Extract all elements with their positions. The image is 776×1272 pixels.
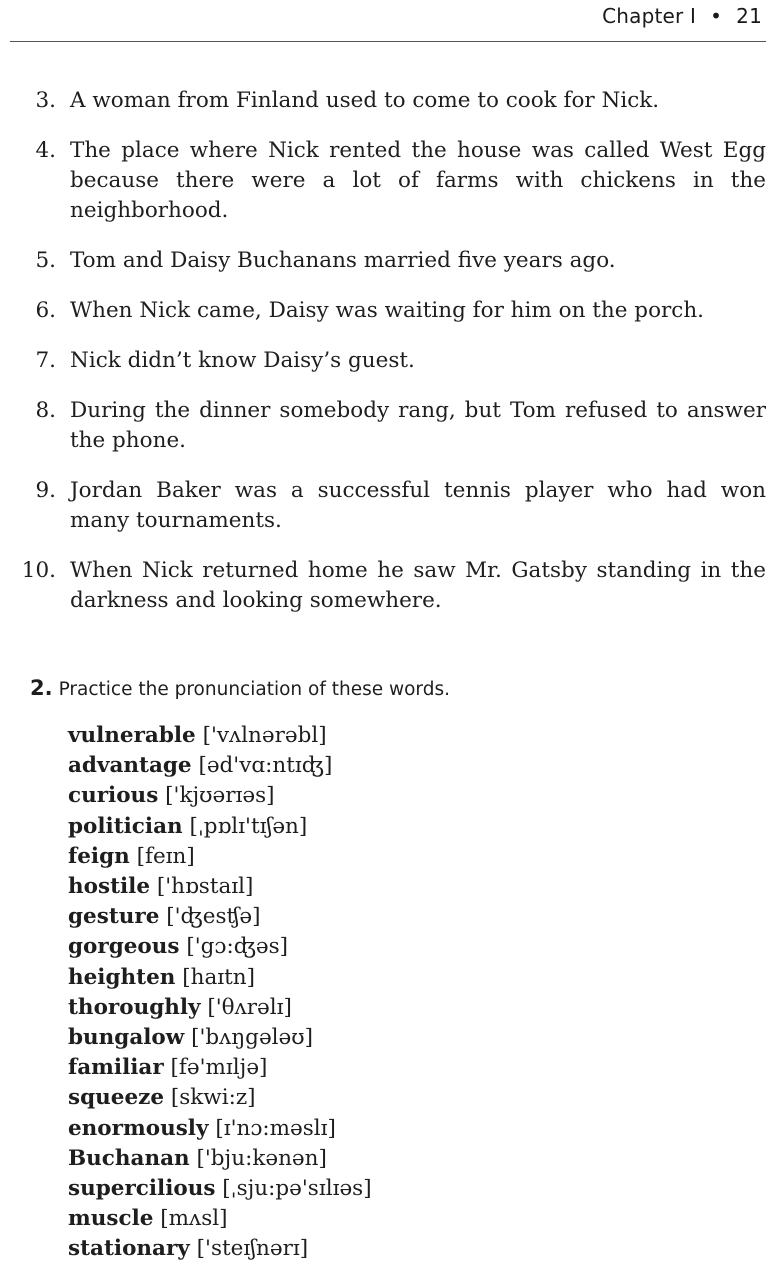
word-entry xyxy=(68,1174,372,1204)
item-text: The place where Nick rented the house was called West Egg because there were a lot of farms with chickens in the neighborhood. xyxy=(70,138,766,223)
word-entry xyxy=(68,751,372,781)
word-entry xyxy=(68,1144,372,1174)
headword: advantage xyxy=(68,753,192,779)
exercise-instruction: Practice the pronunciation of these words. xyxy=(58,679,450,700)
page-number: 21 xyxy=(736,4,762,28)
headword: familiar xyxy=(68,1055,164,1081)
word-entry xyxy=(68,902,372,932)
headword: politician xyxy=(68,813,183,839)
item-text: A woman from Finland used to come to cook for Nick. xyxy=(70,88,660,113)
transcription: [skwi:z] xyxy=(170,1085,256,1111)
word-entry xyxy=(68,1023,372,1053)
transcription: ['bju:kənən] xyxy=(196,1145,327,1171)
headword: gorgeous xyxy=(68,934,180,960)
exercise-heading xyxy=(30,676,450,700)
word-entry xyxy=(68,1234,372,1264)
item-number: 9. xyxy=(35,478,56,503)
item-number: 10. xyxy=(21,558,56,583)
headword: thoroughly xyxy=(68,994,201,1020)
list-item xyxy=(0,86,770,116)
statement-list xyxy=(0,86,770,636)
word-entry xyxy=(68,842,372,872)
list-item xyxy=(0,246,770,276)
list-item xyxy=(0,296,770,326)
headword: squeeze xyxy=(68,1085,165,1111)
chapter-title: Chapter I xyxy=(602,4,697,28)
transcription: ['ʤesʧə] xyxy=(166,904,261,930)
transcription: ['hɒstaɪl] xyxy=(156,874,254,900)
header-rule xyxy=(10,41,766,42)
list-item xyxy=(0,346,770,376)
item-text: When Nick came, Daisy was waiting for him on the porch. xyxy=(70,298,705,323)
transcription: ['steɪʃnərɪ] xyxy=(196,1236,309,1262)
item-number: 8. xyxy=(35,398,56,423)
exercise-number: 2. xyxy=(30,676,53,700)
headword: stationary xyxy=(68,1236,190,1262)
item-number: 7. xyxy=(35,348,56,373)
page-header xyxy=(602,4,762,28)
item-number: 5. xyxy=(35,248,56,273)
list-item xyxy=(0,136,770,226)
headword: supercilious xyxy=(68,1176,216,1202)
headword: Buchanan xyxy=(68,1145,190,1171)
headword: bungalow xyxy=(68,1025,185,1051)
headword: hostile xyxy=(68,874,151,900)
transcription: [ˌpɒlɪ'tɪʃən] xyxy=(189,813,308,839)
word-entry xyxy=(68,721,372,751)
transcription: [mʌsl] xyxy=(160,1206,228,1232)
list-item xyxy=(0,556,770,616)
transcription: [fə'mɪljə] xyxy=(170,1055,268,1081)
word-entry xyxy=(68,993,372,1023)
transcription: ['θʌrəlɪ] xyxy=(207,994,292,1020)
headword: muscle xyxy=(68,1206,154,1232)
headword: enormously xyxy=(68,1115,209,1141)
headword: gesture xyxy=(68,904,160,930)
transcription: ['kjʊərɪəs] xyxy=(165,783,275,809)
word-list xyxy=(68,721,372,1265)
word-entry xyxy=(68,872,372,902)
item-text: When Nick returned home he saw Mr. Gatsby standing in the darkness and looking somewhere. xyxy=(70,558,766,613)
list-item xyxy=(0,476,770,536)
item-number: 3. xyxy=(35,88,56,113)
headword: vulnerable xyxy=(68,723,196,748)
word-entry xyxy=(68,1204,372,1234)
item-text: During the dinner somebody rang, but Tom refused to answer the phone. xyxy=(70,398,766,453)
transcription: [feɪn] xyxy=(136,843,195,869)
transcription: ['bʌŋgələʊ] xyxy=(191,1025,313,1051)
word-entry xyxy=(68,1053,372,1083)
item-text: Nick didn’t know Daisy’s guest. xyxy=(70,348,415,373)
transcription: [əd'vɑ:ntɪʤ] xyxy=(198,753,333,779)
word-entry xyxy=(68,1083,372,1113)
word-entry xyxy=(68,963,372,993)
word-entry xyxy=(68,932,372,962)
header-separator: • xyxy=(710,4,723,28)
item-text: Jordan Baker was a successful tennis player who had won many tournaments. xyxy=(70,478,766,533)
item-number: 4. xyxy=(35,138,56,163)
list-item xyxy=(0,396,770,456)
transcription: [haɪtn] xyxy=(182,964,256,990)
headword: curious xyxy=(68,783,159,809)
headword: feign xyxy=(68,843,130,869)
transcription: [ˌsju:pə'sɪlɪəs] xyxy=(222,1176,372,1202)
transcription: ['gɔ:ʤəs] xyxy=(186,934,289,960)
word-entry xyxy=(68,781,372,811)
headword: heighten xyxy=(68,964,176,990)
word-entry xyxy=(68,1114,372,1144)
item-text: Tom and Daisy Buchanans married five years ago. xyxy=(70,248,616,273)
word-entry xyxy=(68,812,372,842)
transcription: ['vʌlnərəbl] xyxy=(202,723,327,748)
item-number: 6. xyxy=(35,298,56,323)
transcription: [ɪ'nɔ:məslɪ] xyxy=(215,1115,336,1141)
